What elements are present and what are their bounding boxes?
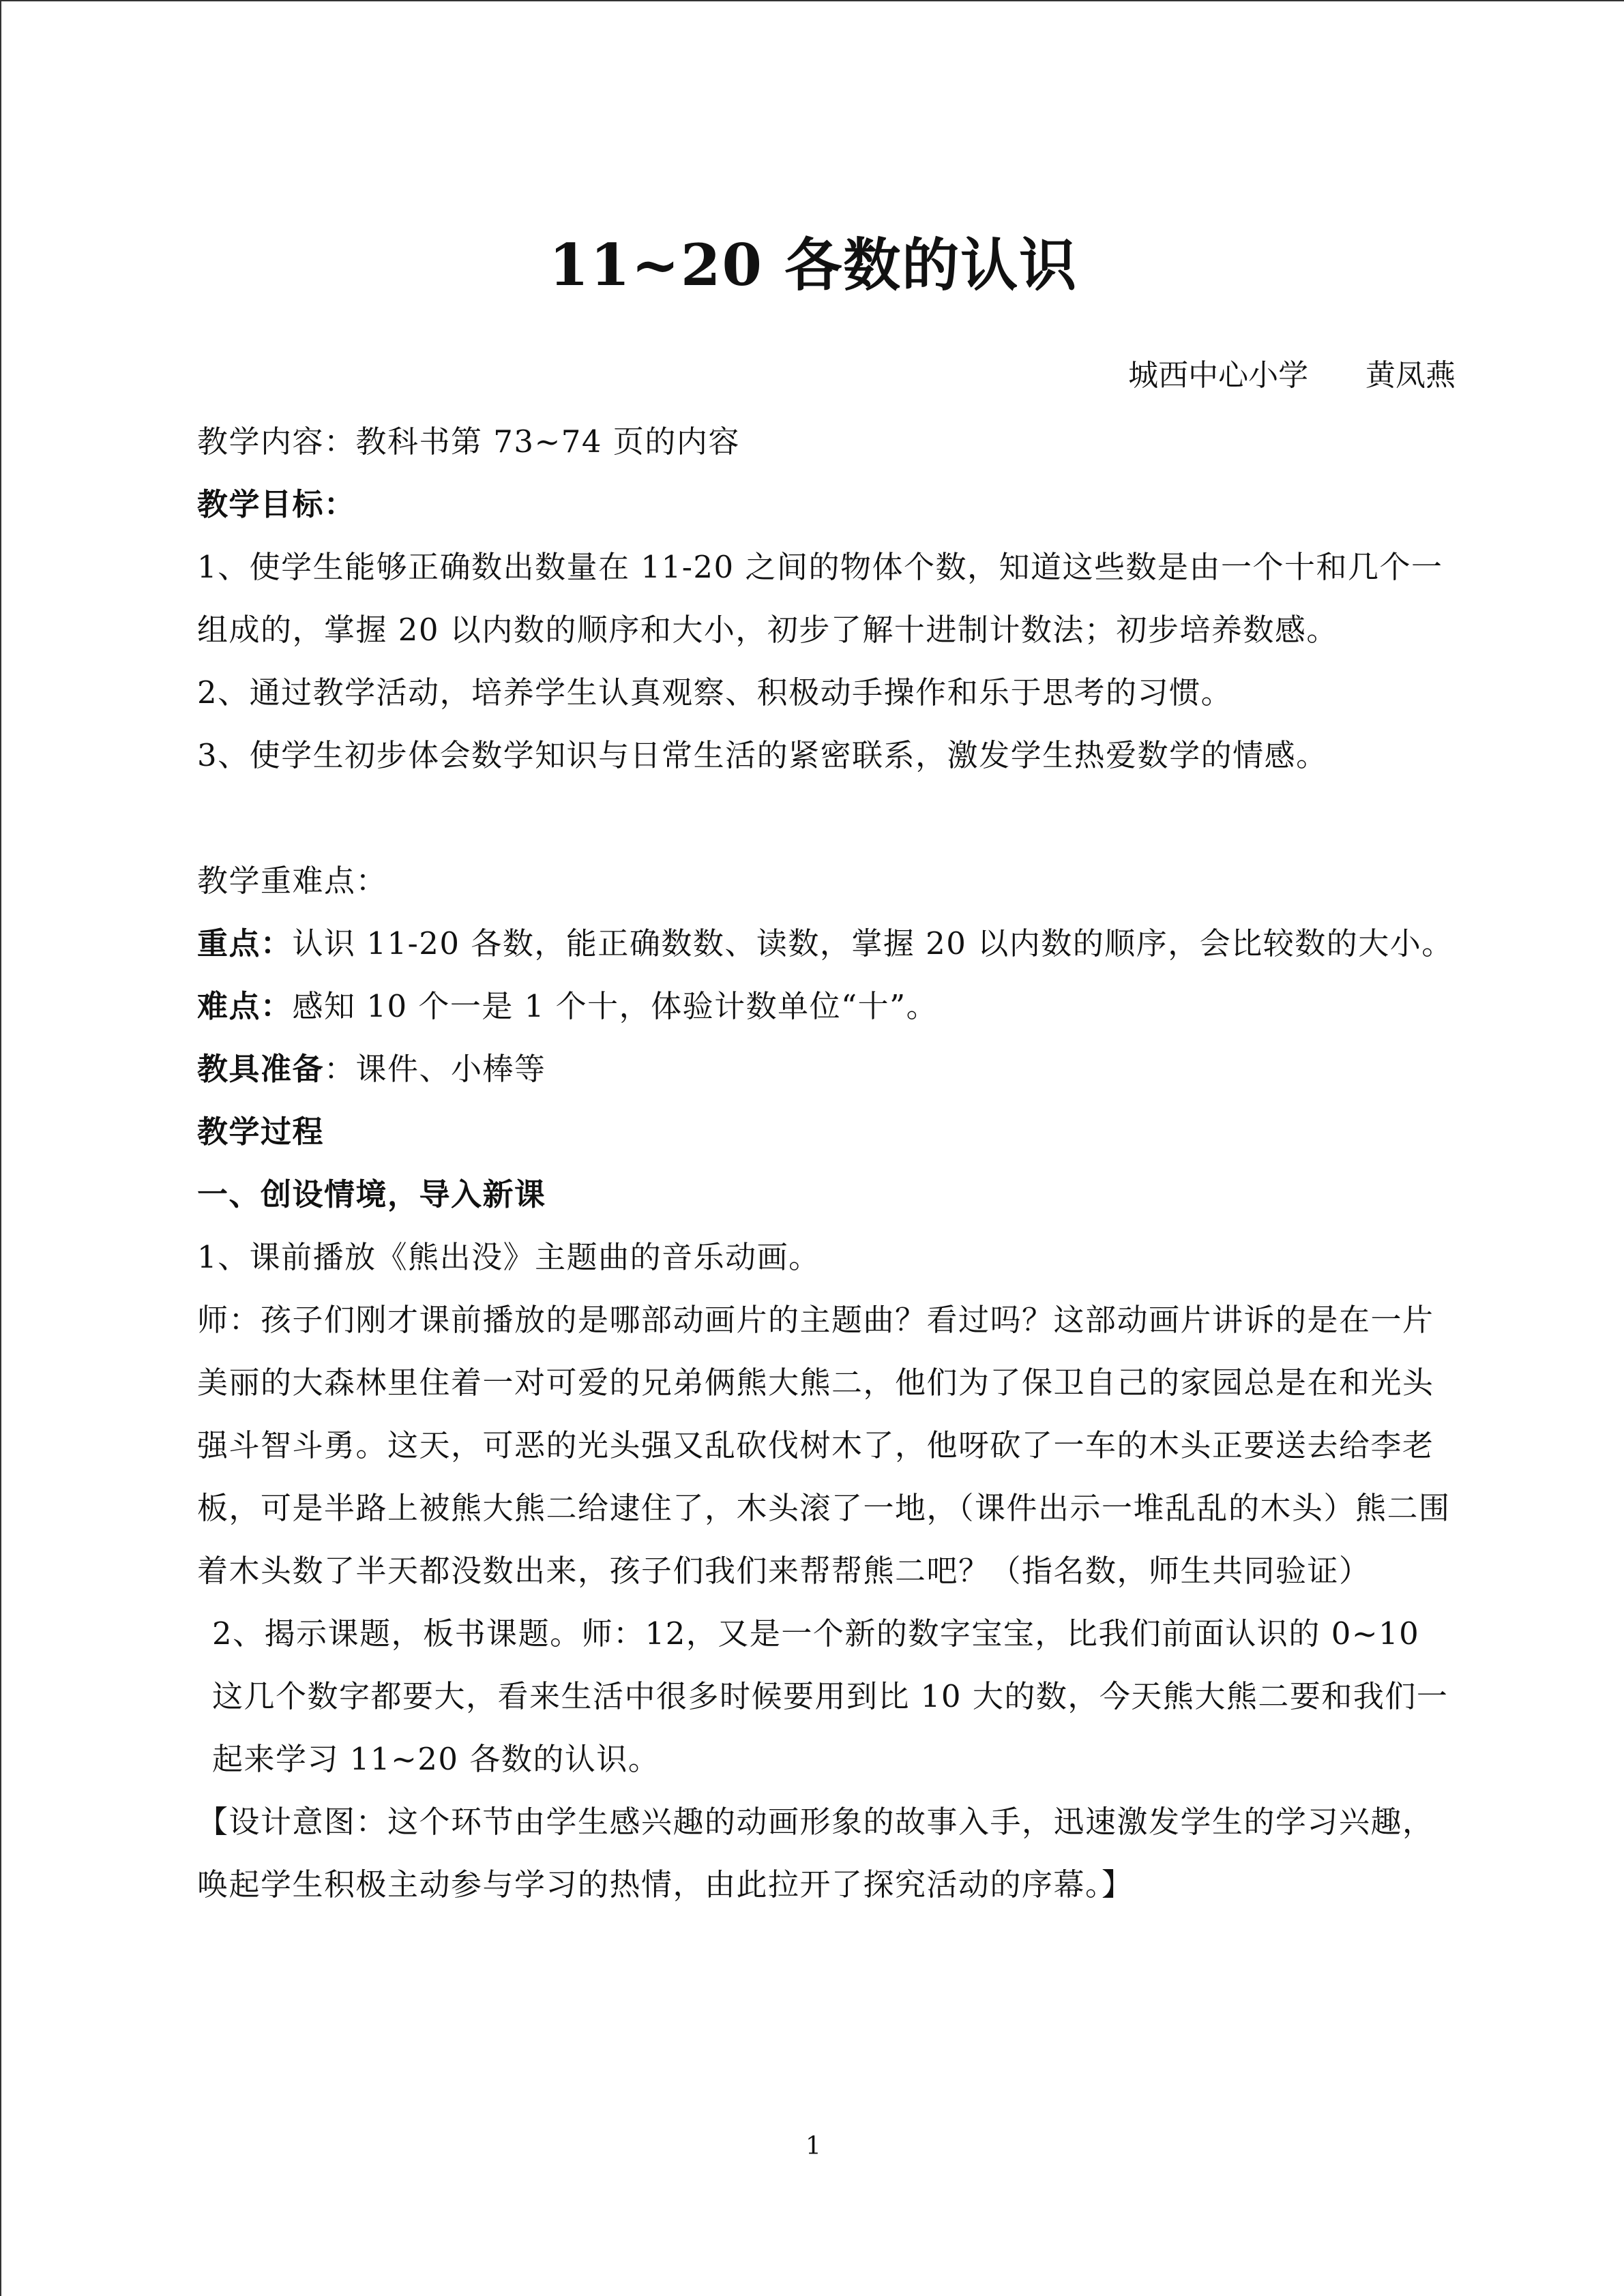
objective-1: 1、使学生能够正确数出数量在 11-20 之间的物体个数，知道这些数是由一个十和几个一组成的，掌握 20 以内数的顺序和大小，初步了解十进制计数法；初步培养数感。	[197, 549, 1443, 648]
tools-paragraph	[197, 1038, 1459, 1101]
difficulty-label: 难点：	[197, 988, 293, 1024]
process-heading: 教学过程	[197, 1114, 325, 1150]
objective-3: 3、使学生初步体会数学知识与日常生活的紧密联系，激发学生热爱数学的情感。	[197, 737, 1328, 773]
document-body	[197, 411, 1459, 1916]
document-title: 11~20 各数的认识	[548, 231, 1078, 299]
page-number: 1	[806, 2132, 821, 2160]
key-label: 重点：	[197, 925, 293, 961]
objectives-heading: 教学目标：	[197, 486, 356, 522]
objective-2: 2、通过教学活动，培养学生认真观察、积极动手操作和乐于思考的习惯。	[197, 674, 1233, 711]
key-point-paragraph	[197, 912, 1459, 975]
difficulty-paragraph	[197, 975, 1459, 1038]
content-line: 教学内容：教科书第 73~74 页的内容	[197, 423, 740, 460]
section-1-heading: 一、创设情境，导入新课	[197, 1176, 546, 1212]
difficulty-text: 感知 10 个一是 1 个十，体验计数单位“十”。	[292, 988, 939, 1024]
tools-text: ：课件、小棒等	[324, 1051, 546, 1087]
design-intent: 【设计意图：这个环节由学生感兴趣的动画形象的故事入手，迅速激发学生的学习兴趣，唤起学生积极主动参与学习的热情，由此拉开了探究活动的序幕。】	[197, 1804, 1434, 1903]
tools-label: 教具准备	[197, 1051, 325, 1087]
teacher-paragraph: 师：孩子们刚才课前播放的是哪部动画片的主题曲？看过吗？这部动画片讲诉的是在一片美丽的大森林里住着一对可爱的兄弟俩熊大熊二，他们为了保卫自己的家园总是在和光头强斗智斗勇。这天，可恶的光头强又乱砍伐树木了，他呀砍了一车的木头正要送去给李老板，可是半路上被熊大熊二给逮住了，木头滚了一地，（课件出示一堆乱乱的木头）熊二围着木头数了半天都没数出来，孩子们我们来帮帮熊二吧？（指名数，师生共同验证）	[197, 1302, 1451, 1589]
step-1: 1、课前播放《熊出没》主题曲的音乐动画。	[197, 1239, 821, 1275]
author-line: 城西中心小学 黄凤燕	[1128, 358, 1456, 393]
step-2: 2、揭示课题，板书课题。师：12，又是一个新的数字宝宝，比我们前面认识的 0~10 这几个数字都要大，看来生活中很多时候要用到比 10 大的数，今天熊大熊二要和我们一起来学习 11~20 各数的认识。	[212, 1615, 1449, 1777]
key-text: 认识 11-20 各数，能正确数数、读数，掌握 20 以内数的顺序，会比较数的大小。	[292, 925, 1453, 961]
blank-line	[197, 787, 1459, 850]
key-points-heading: 教学重难点：	[197, 863, 388, 899]
